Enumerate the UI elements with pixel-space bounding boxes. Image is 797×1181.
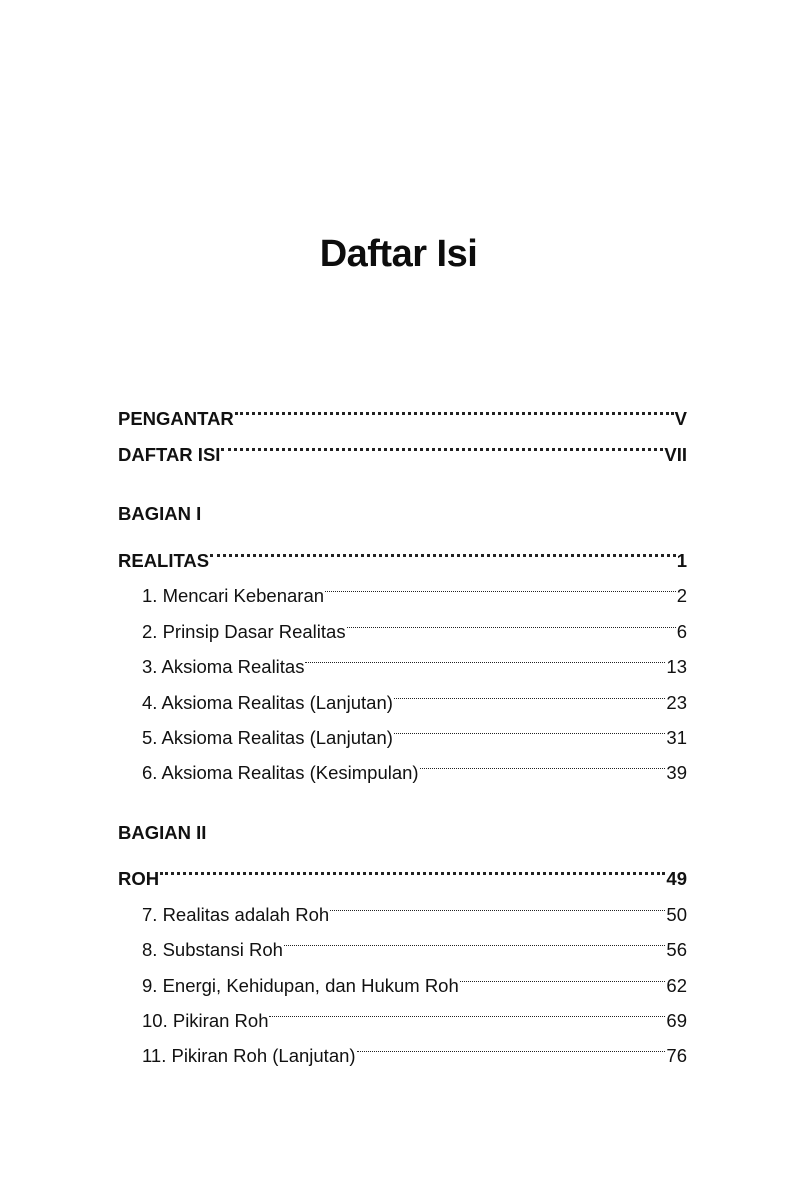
toc-entry-label: ROH [118,868,160,890]
toc-entry-label: DAFTAR ISI [118,443,221,465]
dot-leader [305,638,665,673]
toc-entry-page: 69 [666,1010,687,1032]
toc-entry-page: 6 [676,620,687,642]
toc-entry-page: 39 [666,762,687,784]
part-heading: BAGIAN II [118,821,207,843]
toc-entry-part-title[interactable] [118,850,687,890]
toc-entry-page: 13 [666,656,687,678]
toc-entry-page: 49 [666,868,687,890]
toc-entry-label: 8. Substansi Roh [142,939,283,961]
toc-entry-label: 7. Realitas adalah Roh [142,903,330,925]
toc-entry-label: 10. Pikiran Roh [142,1010,269,1032]
toc-entry-page: 50 [666,903,687,925]
dot-leader [330,885,665,920]
toc-entry-page: V [674,408,687,430]
part-heading: BAGIAN I [118,503,202,525]
dot-leader [235,390,674,425]
dot-leader [460,956,666,991]
toc-entry-page: 23 [666,691,687,713]
toc-entry-page: 1 [676,549,687,571]
dot-leader [160,850,665,885]
toc-entry-page: 31 [666,726,687,748]
toc-entry-label: 5. Aksioma Realitas (Lanjutan) [142,726,393,748]
dot-leader [394,709,666,744]
page-title: Daftar Isi [319,233,478,276]
toc-entry-label: 6. Aksioma Realitas (Kesimpulan) [142,762,419,784]
table-of-contents [118,390,687,1067]
toc-entry-part-title[interactable] [118,532,687,571]
toc-entry-label: 3. Aksioma Realitas [142,656,305,678]
toc-entry-label: 9. Energi, Kehidupan, dan Hukum Roh [142,974,459,996]
toc-entry-chapter[interactable] [118,885,687,925]
toc-entry-label: PENGANTAR [118,408,234,430]
dot-leader [357,1027,666,1062]
toc-entry-label: 4. Aksioma Realitas (Lanjutan) [142,691,393,713]
dot-leader [394,673,666,708]
toc-entry-label: 1. Mencari Kebenaran [142,585,325,607]
dot-leader [325,567,676,602]
toc-entry-pengantar[interactable] [118,390,687,430]
toc-entry-page: 76 [666,1045,687,1067]
toc-entry-label: 2. Prinsip Dasar Realitas [142,620,346,642]
toc-entry-page: VII [664,443,687,465]
toc-entry-page: 56 [666,939,687,961]
toc-entry-label: 11. Pikiran Roh (Lanjutan) [142,1045,356,1067]
dot-leader [210,532,676,567]
dot-leader [420,744,666,779]
toc-entry-page: 62 [666,974,687,996]
toc-entry-page: 2 [676,585,687,607]
dot-leader [284,921,666,956]
dot-leader [221,425,663,460]
dot-leader [347,602,676,637]
toc-entry-label: REALITAS [118,549,210,571]
dot-leader [269,992,665,1027]
